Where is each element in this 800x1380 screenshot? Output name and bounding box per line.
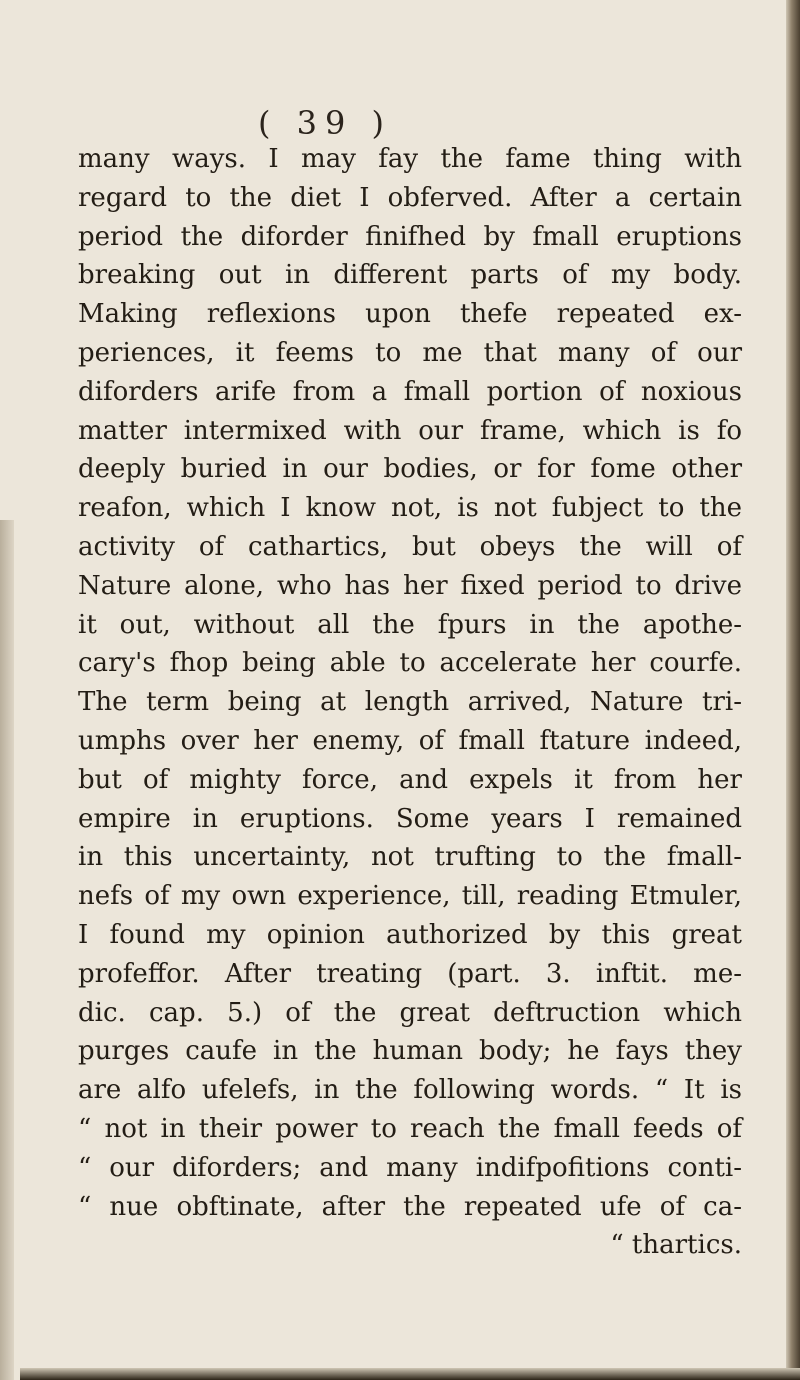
page-gutter — [0, 520, 14, 1380]
text-line: reafon, which I know not, is not fubject to the — [78, 493, 742, 524]
text-line: but of mighty force, and expels it from her — [78, 764, 742, 795]
text-line: “ our diforders; and many indifpofitions conti- — [78, 1152, 742, 1183]
text-line: in this uncertainty, not trufting to the fmall- — [78, 842, 742, 873]
text-line: profeffor. After treating (part. 3. inftit. me- — [78, 958, 742, 989]
text-line: Making reflexions upon thefe repeated ex- — [78, 299, 742, 330]
text-line: many ways. I may fay the fame thing with — [78, 144, 742, 174]
text-line: purges caufe in the human body; he fays they — [78, 1036, 742, 1067]
text-line: deeply buried in our bodies, or for fome other — [78, 454, 742, 485]
text-line: The term being at length arrived, Nature tri- — [78, 687, 742, 718]
text-line: period the diforder finifhed by fmall eruptions — [78, 221, 742, 252]
text-line: are alfo ufelefs, in the following words. “ It is — [78, 1075, 742, 1106]
page-bottom-edge — [20, 1368, 800, 1380]
text-line: cary's fhop being able to accelerate her courfe. — [78, 648, 742, 679]
text-line: “ not in their power to reach the fmall feeds of — [78, 1113, 742, 1144]
text-line: regard to the diet I obferved. After a certain — [78, 182, 742, 213]
text-line: nefs of my own experience, till, reading Etmuler, — [78, 881, 742, 912]
text-line: breaking out in different parts of my body. — [78, 260, 742, 291]
text-line: I found my opinion authorized by this great — [78, 919, 742, 950]
text-line: matter intermixed with our frame, which is fo — [78, 415, 742, 446]
text-line: Nature alone, who has her fixed period to drive — [78, 570, 742, 601]
text-line: diforders arife from a fmall portion of noxious — [78, 376, 742, 407]
body-text — [78, 140, 742, 1265]
text-line: empire in eruptions. Some years I remained — [78, 803, 742, 834]
text-line: dic. cap. 5.) of the great deftruction which — [78, 997, 742, 1028]
text-line: “ thartics. — [610, 1230, 742, 1261]
text-line: umphs over her enemy, of fmall ftature indeed, — [78, 725, 742, 756]
text-line: it out, without all the fpurs in the apothe- — [78, 609, 742, 640]
facing-page-edge — [786, 0, 800, 1380]
text-line: activity of cathartics, but obeys the will of — [78, 531, 742, 562]
page-number: ( 39 ) — [257, 104, 393, 142]
text-line: periences, it feems to me that many of our — [78, 337, 742, 368]
text-line: “ nue obftinate, after the repeated ufe of ca- — [78, 1191, 742, 1222]
